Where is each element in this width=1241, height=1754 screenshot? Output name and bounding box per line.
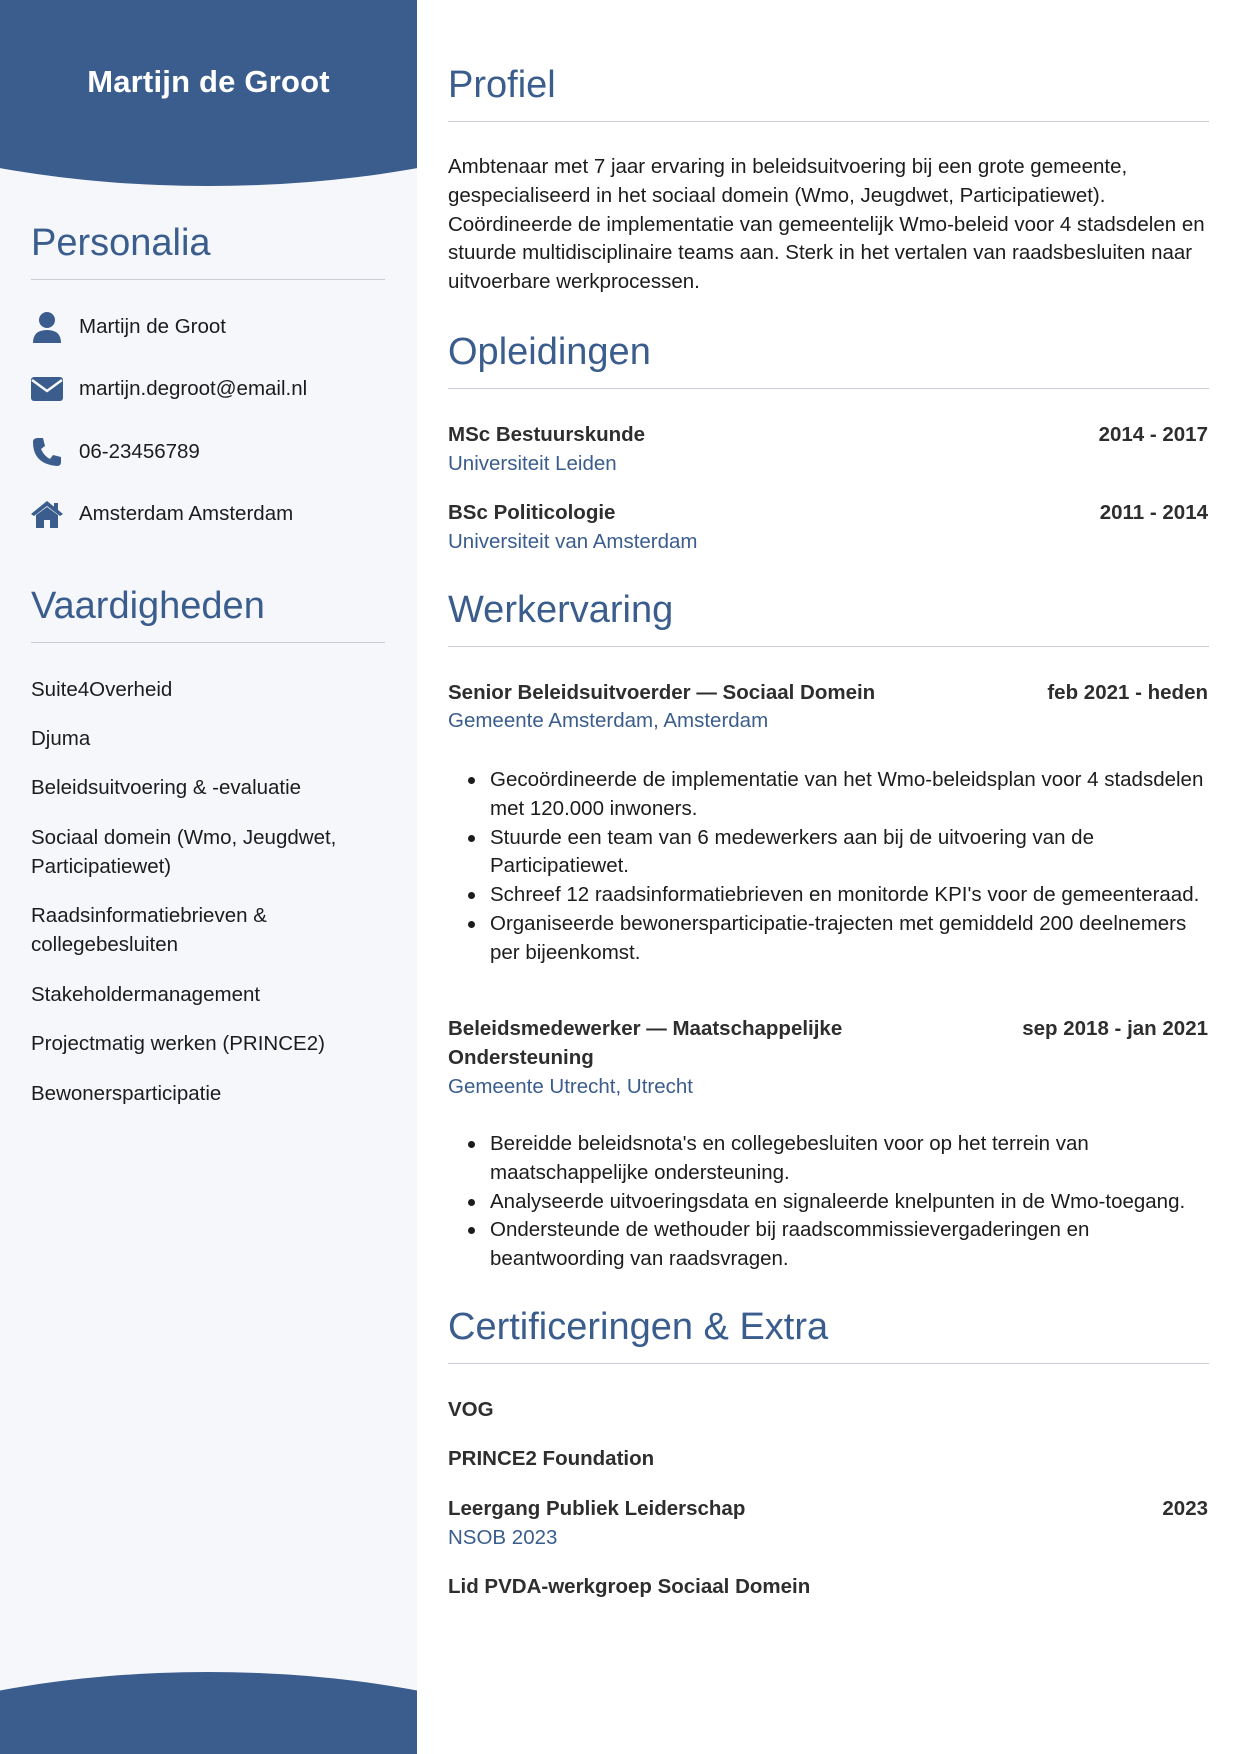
job-bullets [490,766,1210,968]
skill-item: Stakeholdermanagement [31,983,261,1006]
skill-item: Djuma [31,727,91,750]
degree-title: BSc Politicologie [448,501,616,524]
contact-email-text[interactable]: martijn.degroot@email.nl [79,377,308,400]
bullet-item: Analyseerde uitvoeringsdata en signaleerde knelpunten in de Wmo-toegang. [490,1188,1210,1217]
contact-name [29,307,389,347]
contact-email[interactable] [29,369,389,409]
person-icon [29,309,65,345]
certification-issuer: NSOB 2023 [448,1526,558,1549]
header-band [0,0,417,60]
job-title: Beleidsmedewerker — Maatschappelijke Ondersteuning [448,1017,843,1069]
skill-item: Beleidsuitvoering & -evaluatie [31,776,302,799]
degree-title: MSc Bestuurskunde [448,423,646,446]
skill-item: Suite4Overheid [31,678,173,701]
contact-phone[interactable] [29,432,389,472]
certification-item: Lid PVDA-werkgroep Sociaal Domein [448,1575,811,1598]
envelope-icon [29,371,65,407]
certifications-heading: Certificeringen & Extra [448,1306,1209,1364]
certification-item: VOG [448,1398,494,1421]
bullet-item: Bereidde beleidsnota's en collegebesluiten voor op het terrein van maatschappelijke ondersteuning. [490,1130,1210,1188]
home-icon [29,496,65,532]
profile-heading: Profiel [448,64,1209,122]
education-heading: Opleidingen [448,331,1209,389]
sidebar [0,0,417,1754]
school-name: Universiteit van Amsterdam [448,530,698,553]
certification-title: Leergang Publiek Leiderschap [448,1497,746,1520]
bullet-item: Ondersteunde de wethouder bij raadscommissievergaderingen en beantwoording van raadsvragen. [490,1216,1210,1274]
bullet-item: Stuurde een team van 6 medewerkers aan bij de uitvoering van de Participatiewet. [490,824,1210,882]
job-period: feb 2021 - heden [1047,681,1208,704]
experience-heading: Werkervaring [448,589,1209,647]
profile-text: Ambtenaar met 7 jaar ervaring in beleidsuitvoering bij een grote gemeente, gespecialiseerd in het sociaal domein (Wmo, Jeugdwet, Participatiewet). Coördineerde de implementatie van gemeentelijk Wmo-beleid voor 4 stadsdelen en stuurde multidisciplinaire teams aan. Sterk in het vertalen van raadsbesluiten naar uitvoerbare werkprocessen. [448,155,1205,294]
job-employer: Gemeente Amsterdam, Amsterdam [448,709,769,732]
skills-heading: Vaardigheden [31,585,385,643]
contact-name-text: Martijn de Groot [79,315,226,338]
school-name: Universiteit Leiden [448,452,617,475]
bullet-item: Schreef 12 raadsinformatiebrieven en monitorde KPI's voor de gemeenteraad. [490,881,1210,910]
contact-phone-text[interactable]: 06-23456789 [79,440,200,463]
job-employer: Gemeente Utrecht, Utrecht [448,1075,693,1098]
footer-arc [0,1672,417,1754]
job-period: sep 2018 - jan 2021 [1022,1017,1208,1040]
personal-heading: Personalia [31,222,385,280]
job-bullets [490,1130,1210,1274]
bullet-item: Gecoördineerde de implementatie van het Wmo-beleidsplan voor 4 stadsdelen met 120.000 inwoners. [490,766,1210,824]
skill-item: Sociaal domein (Wmo, Jeugdwet, Participatiewet) [31,826,337,878]
certification-year: 2023 [1162,1497,1208,1520]
skill-item: Bewonersparticipatie [31,1082,222,1105]
skill-item: Projectmatig werken (PRINCE2) [31,1032,325,1055]
contact-address-text: Amsterdam Amsterdam [79,502,294,525]
contact-address [29,494,389,534]
bullet-item: Organiseerde bewonersparticipatie-trajecten met gemiddeld 200 deelnemers per bijeenkomst. [490,910,1210,968]
degree-period: 2014 - 2017 [1098,423,1208,446]
candidate-name: Martijn de Groot [87,64,330,99]
degree-period: 2011 - 2014 [1099,501,1208,524]
main-content [448,0,1208,1754]
job-title: Senior Beleidsuitvoerder — Sociaal Domein [448,681,876,704]
certification-item: PRINCE2 Foundation [448,1447,655,1470]
skill-item: Raadsinformatiebrieven & collegebesluiten [31,904,267,956]
phone-icon [29,434,65,470]
